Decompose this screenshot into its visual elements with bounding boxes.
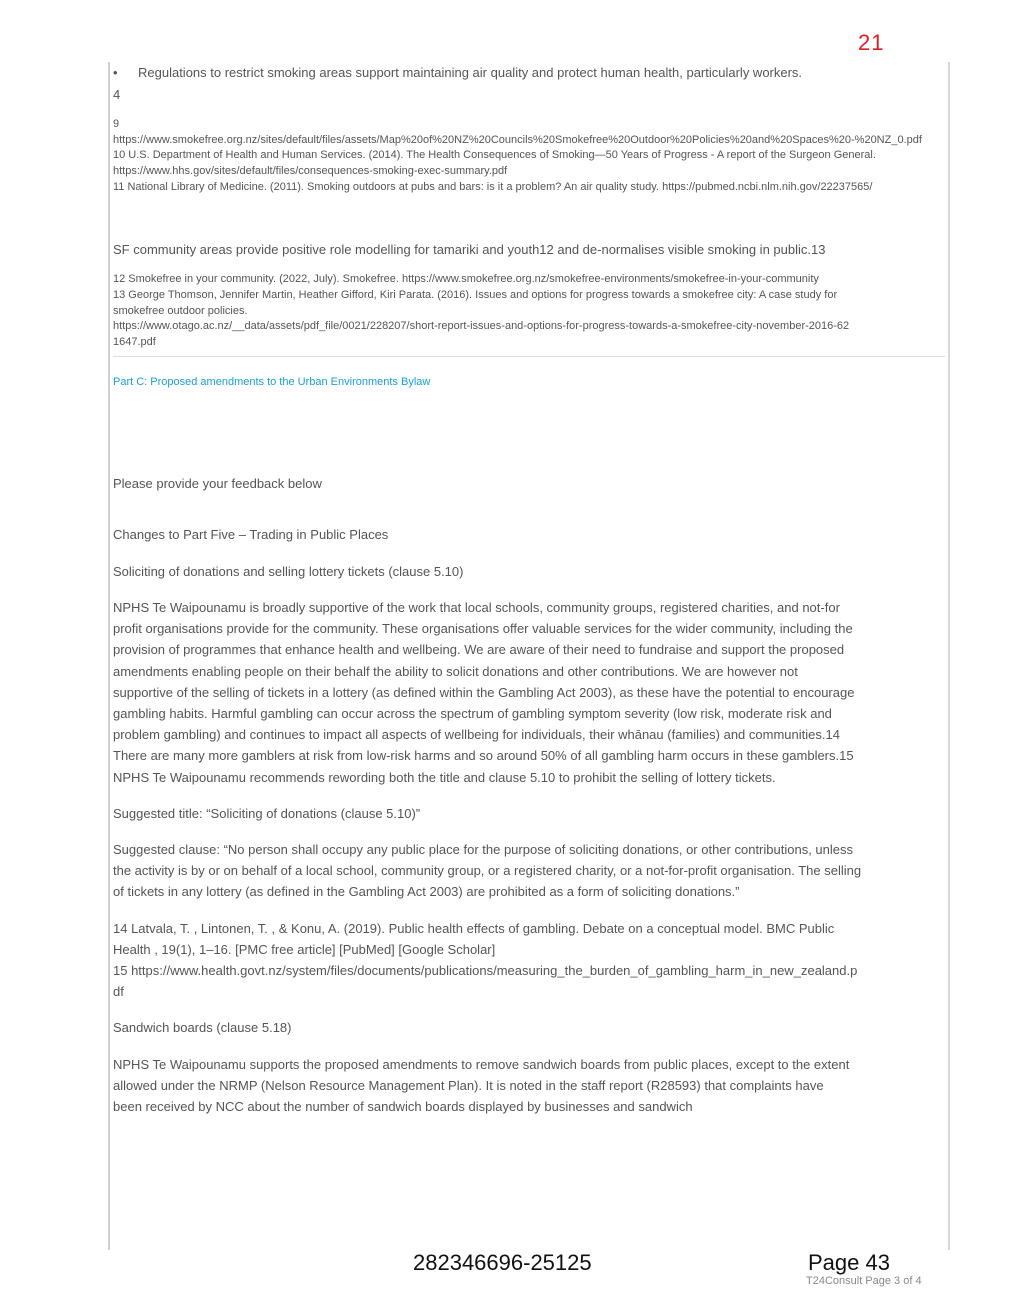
feedback-prompt: Please provide your feedback below [113,476,322,492]
references-top [113,117,945,195]
reference-14: 14 Latvala, T. , Lintonen, T. , & Konu, A. (2019). Public health effects of gambling. Debate on a conceptual model. BMC Public Health , 19(1), 1–16. [PMC free article] [PubMed] [Google Scholar] [113,920,835,957]
reference-10: 10 U.S. Department of Health and Human Services. (2014). The Health Consequences of Smoking—50 Years of Progress - A report of the Surgeon General. https://www.hhs.gov/sites/default/files/consequences-smoking-exec-summary.pdf [113,149,876,177]
consult-page-label: T24Consult Page 3 of 4 [806,1275,922,1287]
bullet-text: Regulations to restrict smoking areas support maintaining air quality and protect human health, particularly workers. [138,65,803,80]
sandwich-heading: Sandwich boards (clause 5.18) [113,1020,292,1036]
footnote-marker-4: 4 [113,87,121,102]
section-c-title: Part C: Proposed amendments to the Urban Environments Bylaw [113,376,431,389]
footnote-marker-9: 9 [113,118,120,131]
reference-15: 15 https://www.health.govt.nz/system/files/documents/publications/measuring_the_burden_of_gambling_harm_in_new_zealand.pdf [113,963,858,1000]
reference-9-url: https://www.smokefree.org.nz/sites/default/files/assets/Map%20of%20NZ%20Councils%20Smokefree%20Outdoor%20Policies%20and%20Spaces%20-%20NZ_0.pdf [113,133,922,146]
section-divider [113,356,945,357]
references-bottom [113,918,861,1003]
bullet-marker: • [113,65,118,80]
document-id: 282346696-25125 [413,1250,592,1275]
left-frame-border [108,62,110,1250]
document-body [113,62,945,1117]
suggested-title: Suggested title: “Soliciting of donations (clause 5.10)” [113,805,421,821]
nphs-paragraph: NPHS Te Waipounamu is broadly supportive of the work that local schools, community groups, registered charities, and not-for profit organisations provide for the community. These organisations offer valuable services for the wider community, including the provision of programmes that enhance health and wellbeing. We are aware of their need to fundraise and support the proposed amendments enabling people on their behalf the ability to solicit donations and other contributions. We are however not supportive of the selling of tickets in a lottery (as defined within the Gambling Act 2003), as these have the potential to encourage gambling habits. Harmful gambling can occur across the spectrum of gambling symptom severity (low risk, moderate risk and problem gambling) and continues to impact all aspects of wellbeing for individuals, their whānau (families) and communities.14 There are many more gamblers at risk from low-risk harms and so around 50% of all gambling harm occurs in these gamblers.15 NPHS Te Waipounamu recommends rewording both the title and clause 5.10 to prohibit the selling of lottery tickets. [113,599,855,785]
sandwich-paragraph: NPHS Te Waipounamu supports the proposed amendments to remove sandwich boards from public places, except to the extent allowed under the NRMP (Nelson Resource Management Plan). It is noted in the staff report (R28593) that complaints have been received by NCC about the number of sandwich boards displayed by businesses and sandwich [113,1056,850,1115]
reference-13: 13 George Thomson, Jennifer Martin, Heather Gifford, Kiri Parata. (2016). Issues and options for progress towards a smokefree city: A case study for smokefree outdoor policies. [113,288,838,317]
reference-12: 12 Smokefree in your community. (2022, July). Smokefree. https://www.smokefree.org.nz/smokefree-environments/smokefree-in-your-community [113,273,819,286]
right-frame-border [948,62,950,1250]
page-number: 21 [858,30,885,55]
references-mid [113,272,853,350]
reference-11: 11 National Library of Medicine. (2011). Smoking outdoors at pubs and bars: is it a problem? An air quality study. https://pubmed.ncbi.nlm.nih.gov/22237565/ [113,180,873,193]
soliciting-heading: Soliciting of donations and selling lottery tickets (clause 5.10) [113,563,464,579]
bullet-item [113,63,945,83]
suggested-clause: Suggested clause: “No person shall occupy any public place for the purpose of soliciting donations, or other contributions, unless the activity is by or on behalf of a local school, community group, or a registered charity, or a not-for-profit organisation. The selling of tickets in any lottery (as defined in the Gambling Act 2003) are prohibited as a form of soliciting donations.” [113,841,862,900]
sf-paragraph: SF community areas provide positive role modelling for tamariki and youth12 and de-normalises visible smoking in public.13 [113,242,826,258]
reference-13-url: https://www.otago.ac.nz/__data/assets/pdf_file/0021/228207/short-report-issues-and-options-for-progress-towards-a-smokefree-city-november-2016-621647.pdf [113,320,850,348]
page-label: Page 43 [808,1250,890,1275]
changes-heading: Changes to Part Five – Trading in Public Places [113,526,389,542]
